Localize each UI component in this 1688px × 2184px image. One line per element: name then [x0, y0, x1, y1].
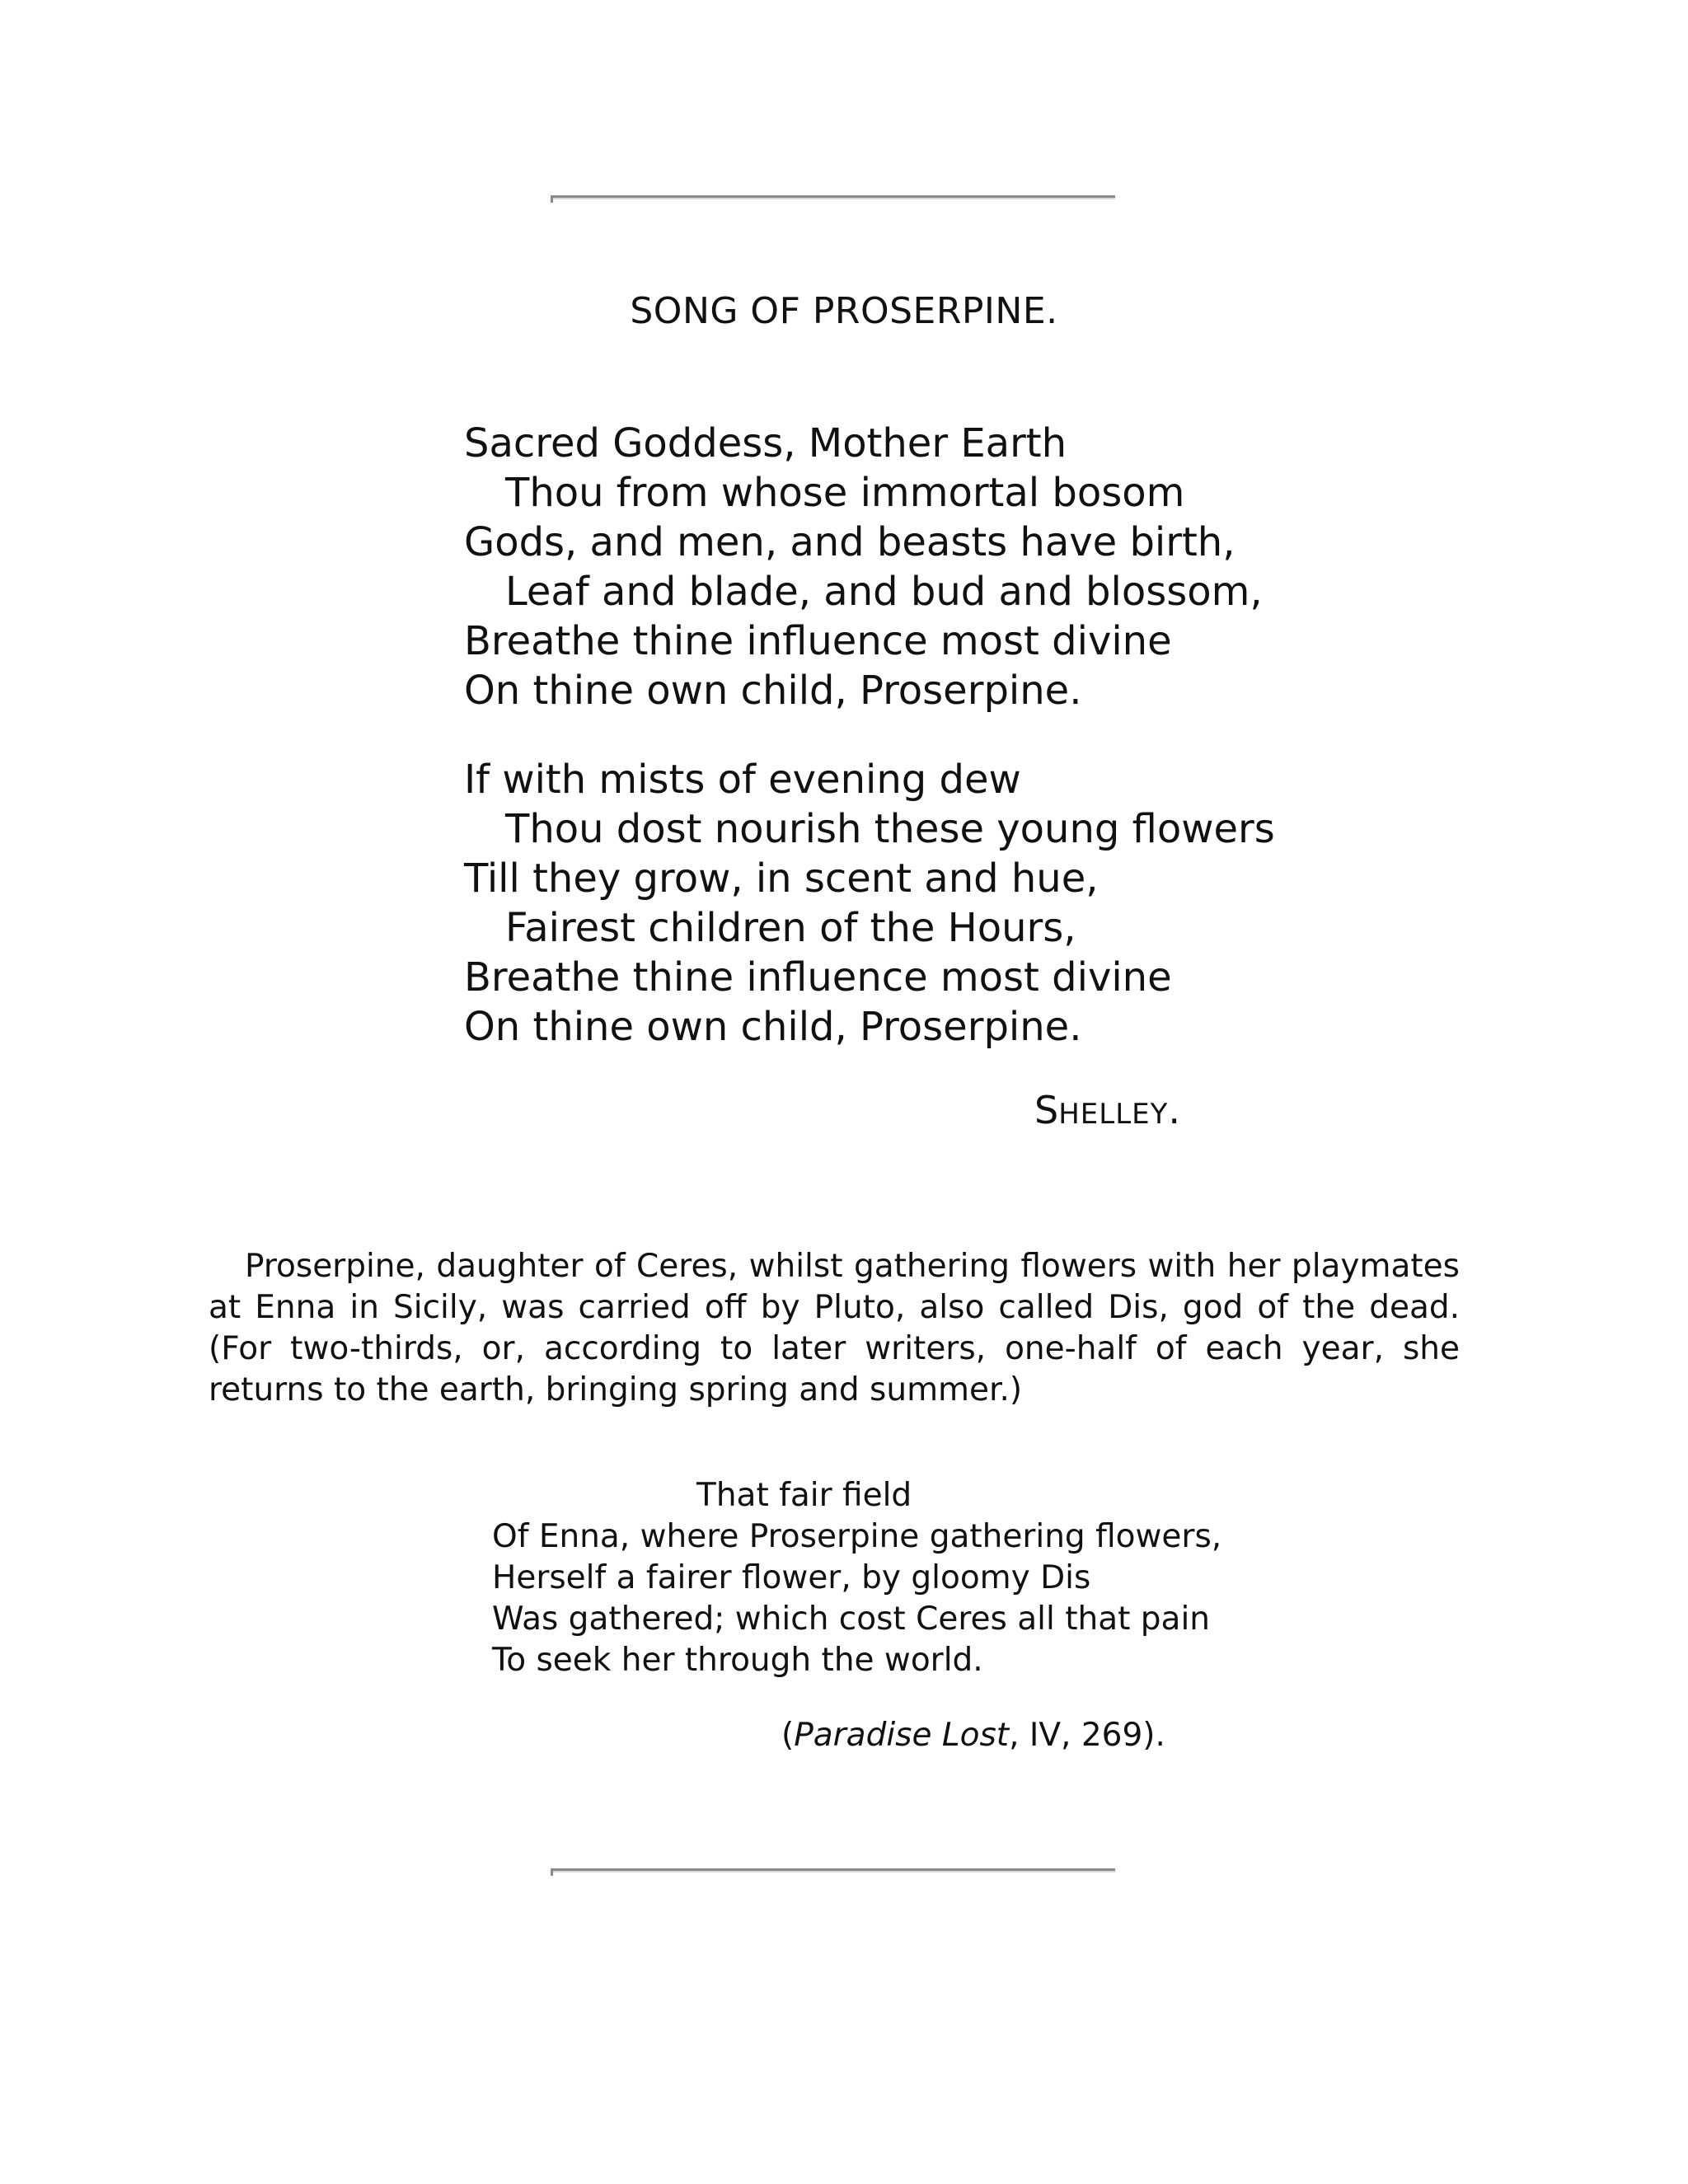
citation-ref: , IV, 269).	[1009, 1717, 1165, 1754]
poem-author	[1034, 1088, 1180, 1132]
bottom-divider	[551, 1868, 1115, 1872]
author-small-caps: HELLEY	[1058, 1098, 1169, 1131]
author-period: .	[1168, 1088, 1181, 1132]
poem-line: On thine own child, Proserpine.	[464, 668, 1082, 714]
poem-line: Sacred Goddess, Mother Earth	[464, 420, 1067, 466]
quote-line: That fair field	[696, 1477, 912, 1514]
poem-line: Thou from whose immortal bosom	[505, 470, 1185, 516]
quote-line: Herself a fairer flower, by gloomy Dis	[492, 1559, 1091, 1596]
explanatory-note: Proserpine, daughter of Ceres, whilst gathering flowers with her playmates at Enna in Sicily, was carried off by Pluto, also called Dis, god of the dead. (For two-thirds, or, according to later writers, one-half of each year, she returns to the earth, bringing spring and summer.)	[209, 1248, 1460, 1408]
poem-line: Gods, and men, and beasts have birth,	[464, 519, 1236, 565]
page-title: SONG OF PROSERPINE.	[630, 290, 1058, 332]
poem-line: Thou dost nourish these young flowers	[505, 806, 1275, 852]
poem-stanza-2	[464, 755, 1275, 1052]
quote-line: Was gathered; which cost Ceres all that pain	[492, 1601, 1211, 1638]
poem-line: On thine own child, Proserpine.	[464, 1004, 1082, 1050]
citation-open: (	[781, 1717, 795, 1754]
poem-line: If with mists of evening dew	[464, 757, 1021, 803]
poem-line: Breathe thine influence most divine	[464, 954, 1172, 1001]
quote-citation	[781, 1717, 1165, 1754]
author-initial: S	[1034, 1088, 1059, 1132]
quote-line: Of Enna, where Proserpine gathering flowers,	[492, 1518, 1222, 1555]
top-divider	[551, 195, 1115, 199]
poem-stanza-1	[464, 419, 1263, 715]
milton-quotation	[492, 1475, 1221, 1681]
poem-line: Leaf and blade, and bud and blossom,	[505, 569, 1263, 615]
poem-line: Till they grow, in scent and hue,	[464, 855, 1099, 902]
citation-work: Paradise Lost	[794, 1717, 1010, 1754]
poem-line: Fairest children of the Hours,	[505, 905, 1076, 951]
poem-line: Breathe thine influence most divine	[464, 618, 1172, 664]
quote-line: To seek her through the world.	[492, 1642, 983, 1679]
